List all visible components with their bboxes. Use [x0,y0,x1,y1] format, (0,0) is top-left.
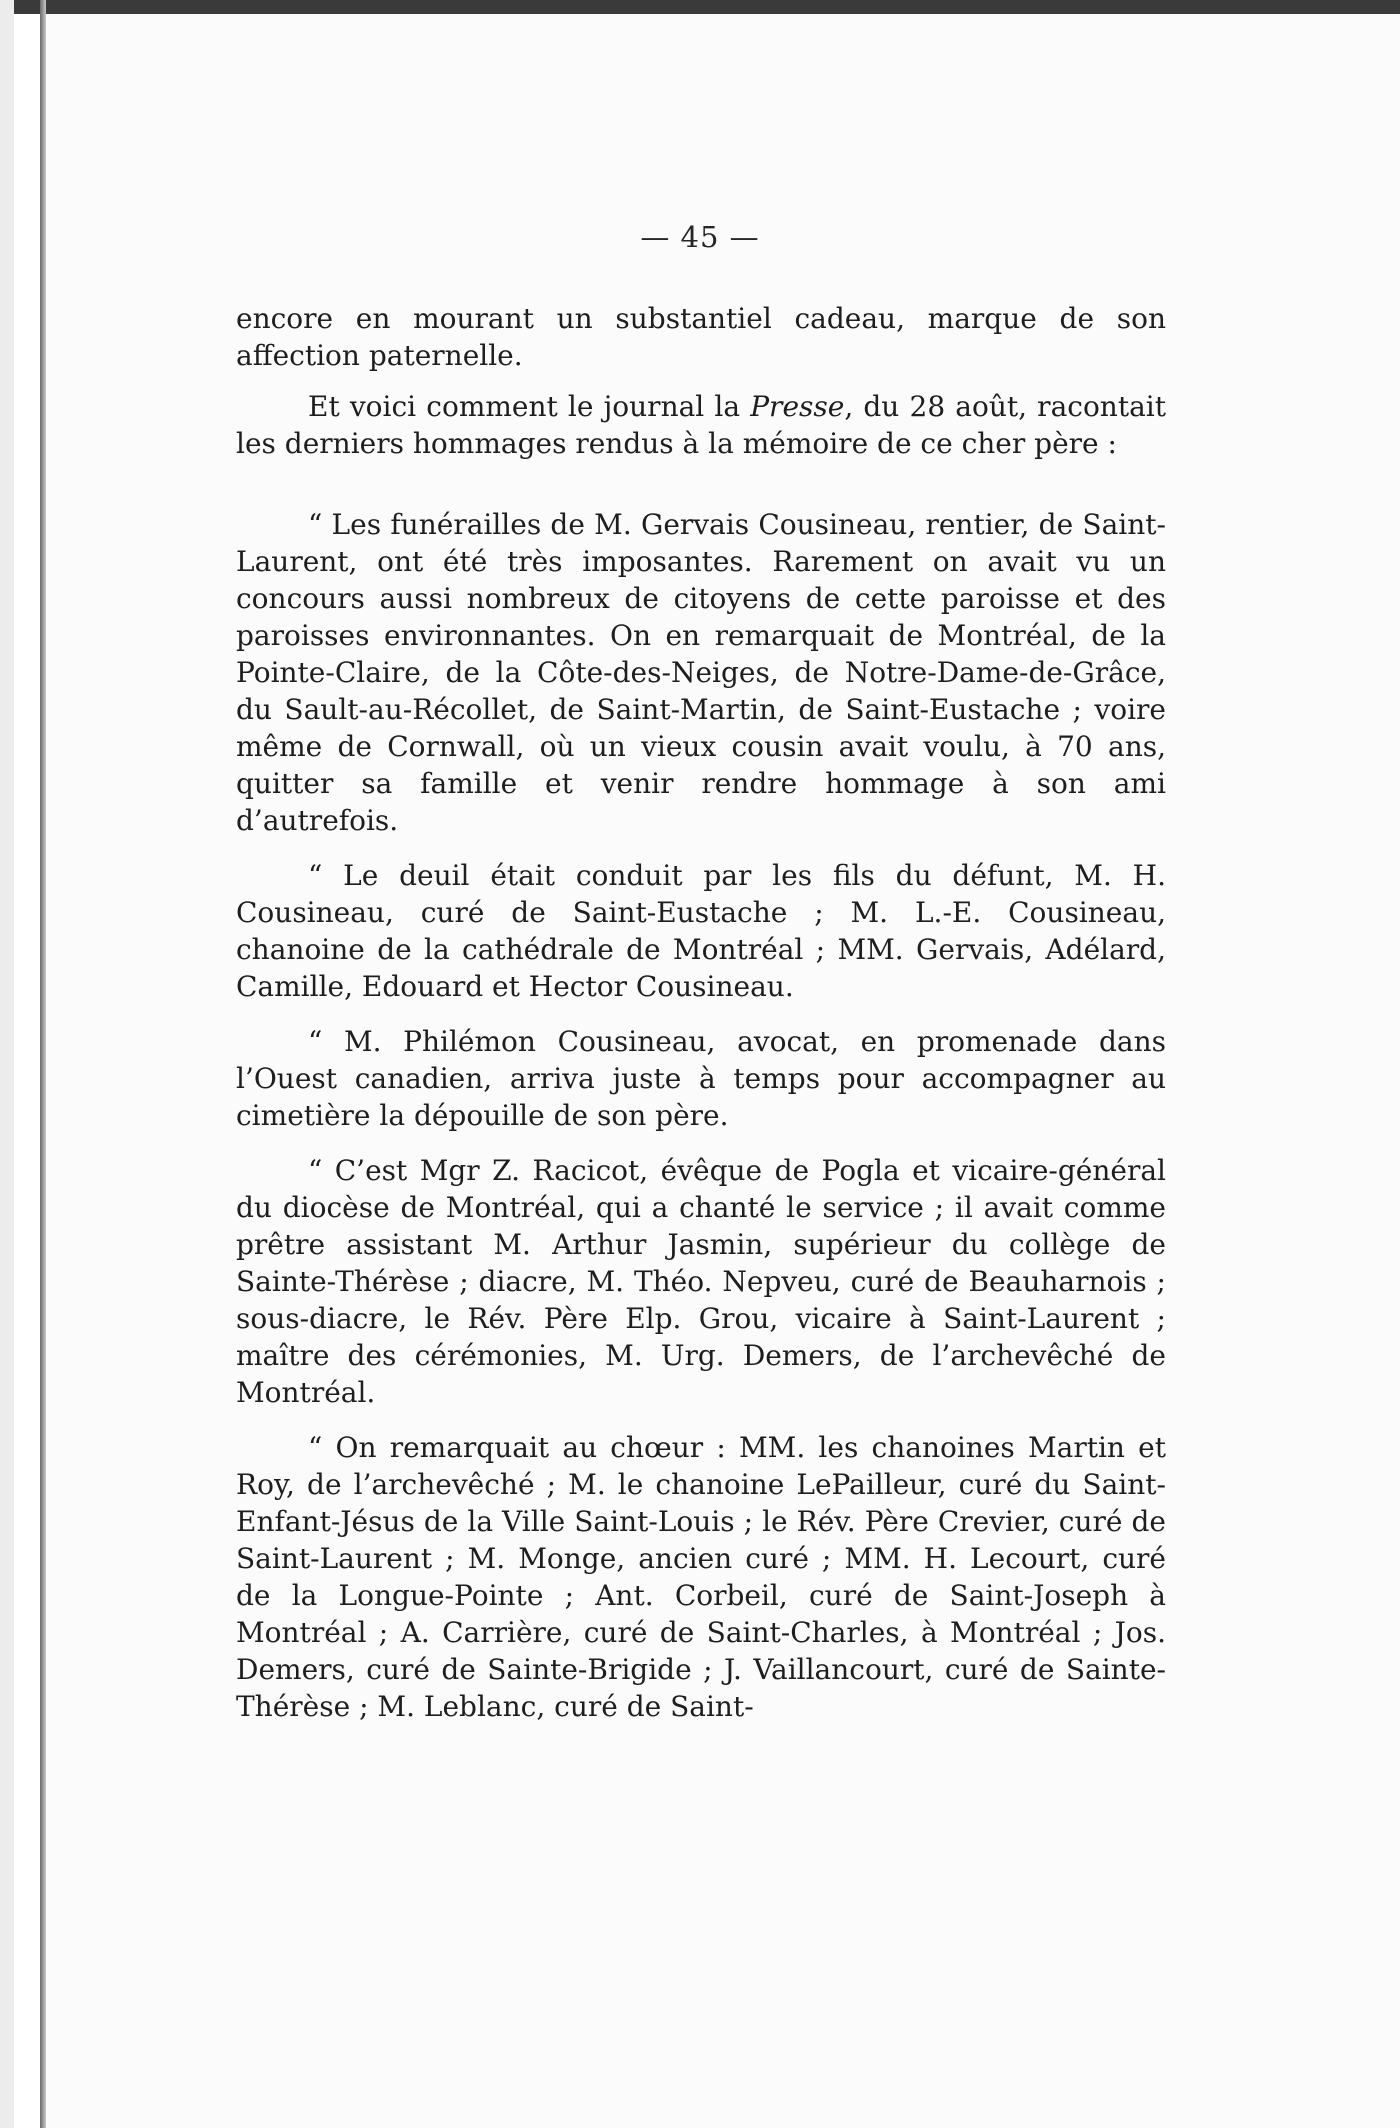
quote-paragraph-2: “ Le deuil était conduit par les fils du défunt, M. H. Cousineau, curé de Saint-Eustache ; M. L.-E. Cousineau, chanoine de la cathédrale de Montréal ; MM. Gervais, Adélard, Camille, Edouard et Hector Cousineau. [236,859,1166,1003]
quote-paragraph-4: “ C’est Mgr Z. Racicot, évêque de Pogla et vicaire-général du diocèse de Montréal, qui a chanté le service ; il avait comme prêtre assistant M. Arthur Jasmin, supérieur du collège de Sainte-Thérèse ; diacre, M. Théo. Nepveu, curé de Beauharnois ; sous-diacre, le Rév. Père Elp. Grou, vicaire à Saint-Laurent ; maître des cérémonies, M. Urg. Demers, de l’archevêché de Montréal. [236,1154,1166,1409]
paragraph-2-lead: Et voici comment le journal la [308,390,751,423]
newspaper-title: Presse [750,390,845,423]
quote-paragraph-5: “ On remarquait au chœur : MM. les chanoines Martin et Roy, de l’archevêché ; M. le chanoine LePailleur, curé du Saint-Enfant-Jésus de la Ville Saint-Louis ; le Rév. Père Crevier, curé de Saint-Laurent ; M. Monge, ancien curé ; MM. H. Lecourt, curé de la Longue-Pointe ; Ant. Corbeil, curé de Saint-Joseph à Montréal ; A. Carrière, curé de Saint-Charles, à Montréal ; Jos. Demers, curé de Sainte-Brigide ; J. Vaillancourt, curé de Sainte-Thérèse ; M. Leblanc, curé de Saint- [236,1431,1166,1723]
paragraph-2 [236,388,1166,462]
body-text [236,300,1166,1725]
page-number: — 45 — [640,220,760,254]
quote-paragraph-1: “ Les funérailles de M. Gervais Cousineau, rentier, de Saint-Laurent, ont été très imposantes. Rarement on avait vu un concours aussi nombreux de citoyens de cette paroisse et des paroisses environnantes. On en remarquait de Montréal, de la Pointe-Claire, de la Côte-des-Neiges, de Notre-Dame-de-Grâce, du Sault-au-Récollet, de Saint-Martin, de Saint-Eustache ; voire même de Cornwall, où un vieux cousin avait voulu, à 70 ans, quitter sa famille et venir rendre hommage à son ami d’autrefois. [236,508,1166,837]
paragraph-2-rest: , du 28 août, racontait les derniers hommages rendus à la mémoire de ce cher père : [236,390,1166,460]
scan-top-border [0,0,1400,14]
paragraph-1: encore en mourant un substantiel cadeau, marque de son affection paternelle. [236,302,1166,372]
scan-left-margin [0,0,14,2128]
quote-paragraph-3: “ M. Philémon Cousineau, avocat, en promenade dans l’Ouest canadien, arriva juste à temps pour accompagner au cimetière la dépouille de son père. [236,1025,1166,1132]
